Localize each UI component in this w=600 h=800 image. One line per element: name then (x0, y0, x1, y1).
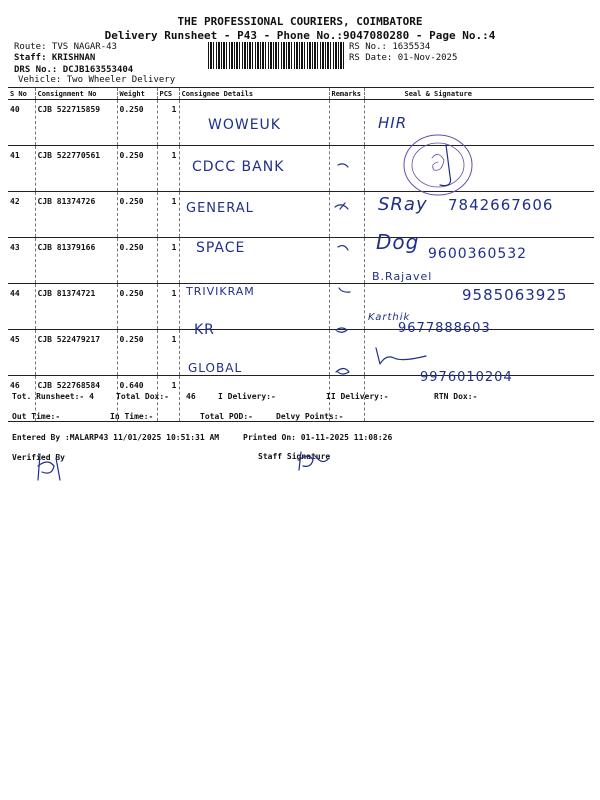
row-pcs: 1 (157, 376, 179, 422)
handwritten-consignee: GENERAL (186, 201, 254, 216)
staff-signature-mark (295, 446, 335, 476)
row-weight: 0.250 (117, 146, 157, 192)
handwritten-consignee: KR (194, 322, 215, 338)
handwritten-consignee: SPACE (196, 240, 246, 256)
handwritten-consignee: CDCC BANK (192, 159, 285, 175)
phone-number: 9976010204 (420, 370, 513, 385)
row-sno: 45 (8, 330, 35, 376)
row-consignment: CJB 522768584 (35, 376, 117, 422)
row-pcs: 1 (157, 330, 179, 376)
row-weight: 0.250 (117, 192, 157, 238)
row-sno: 41 (8, 146, 35, 192)
drs-number: DRS No.: DCJB163553404 (14, 65, 134, 75)
row-pcs: 1 (157, 284, 179, 330)
col-weight: Weight (117, 88, 157, 100)
table-header-row (8, 88, 594, 100)
rs-date: RS Date: 01-Nov-2025 (349, 53, 458, 63)
total-dox-label: Total Dox:- (116, 392, 169, 401)
row-consignment: CJB 522479217 (35, 330, 117, 376)
handwritten-consignee: GLOBAL (188, 361, 243, 375)
runsheet-title: Delivery Runsheet - P43 - Phone No.:9047080280 - Page No.:4 (104, 29, 496, 42)
staff-label: Staff: KRISHNAN (14, 53, 96, 63)
i-delivery: I Delivery:- (218, 392, 276, 401)
phone-number: 9585063925 (462, 286, 568, 304)
phone-number: 7842667606 (448, 196, 554, 214)
row-consignment: CJB 81379166 (35, 238, 117, 284)
row-consignment: CJB 522770561 (35, 146, 117, 192)
signature-text: HIR (378, 114, 408, 132)
vehicle-label: Vehicle: Two Wheeler Delivery (18, 75, 176, 85)
row-consignment: CJB 81374721 (35, 284, 117, 330)
table-row (8, 330, 594, 376)
row-weight: 0.250 (117, 238, 157, 284)
phone-number: 9677888603 (398, 321, 491, 336)
office-seal-icon (398, 130, 478, 200)
row-sno: 40 (8, 100, 35, 146)
row-consignment: CJB 81374726 (35, 192, 117, 238)
total-pod: Total POD:- (200, 412, 253, 421)
verifier-signature-mark (30, 450, 70, 486)
col-pcs: PCS (157, 88, 179, 100)
row-weight: 0.640 (117, 376, 157, 422)
col-seal-signature: Seal & Signature (364, 88, 594, 100)
route-label: Route: TVS NAGAR-43 (14, 42, 117, 52)
row-consignment: CJB 522715859 (35, 100, 117, 146)
out-time: Out Time:- (12, 412, 61, 421)
table-row (8, 146, 594, 192)
row-pcs: 1 (157, 192, 179, 238)
row-weight: 0.250 (117, 284, 157, 330)
signature-text: Dog (376, 230, 420, 254)
row-weight: 0.250 (117, 330, 157, 376)
col-sno: S No (8, 88, 35, 100)
col-remarks: Remarks (329, 88, 364, 100)
barcode-icon (208, 42, 345, 69)
in-time: In Time:- (110, 412, 154, 421)
signature-text: B.Rajavel (372, 270, 433, 283)
row-pcs: 1 (157, 100, 179, 146)
company-title: THE PROFESSIONAL COURIERS, COIMBATORE (177, 15, 423, 28)
row-pcs: 1 (157, 146, 179, 192)
handwritten-consignee: TRIVIKRAM (186, 285, 255, 298)
signature-mark (372, 344, 432, 370)
signature-text: SRay (378, 194, 428, 215)
row-sno: 46 (8, 376, 35, 422)
table-row (8, 100, 594, 146)
col-consignee: Consignee Details (179, 88, 329, 100)
verified-by-label: Verified By (12, 453, 65, 462)
col-consignment: Consignment No (35, 88, 117, 100)
phone-number: 9600360532 (428, 246, 528, 262)
row-remarks-cell (329, 100, 364, 146)
total-dox-value: 46 (186, 392, 196, 401)
handwritten-consignee: WOWEUK (208, 117, 281, 133)
rtn-dox: RTN Dox:- (434, 392, 478, 401)
staff-signature-label: Staff Signature (258, 452, 331, 461)
row-sno: 44 (8, 284, 35, 330)
row-pcs: 1 (157, 238, 179, 284)
entered-by: Entered By :MALARP43 11/01/2025 10:51:31 AM (12, 433, 220, 442)
row-weight: 0.250 (117, 100, 157, 146)
delvy-points: Delvy Points:- (276, 412, 344, 421)
ii-delivery: II Delivery:- (326, 392, 389, 401)
rs-number: RS No.: 1635534 (349, 42, 431, 52)
signature-text: Karthik (368, 312, 411, 323)
row-sno: 42 (8, 192, 35, 238)
printed-on: Printed On: 01-11-2025 11:08:26 (243, 433, 393, 442)
row-sno: 43 (8, 238, 35, 284)
remarks-marks (330, 150, 360, 400)
tot-runsheet: Tot. Runsheet:- 4 (12, 392, 94, 401)
